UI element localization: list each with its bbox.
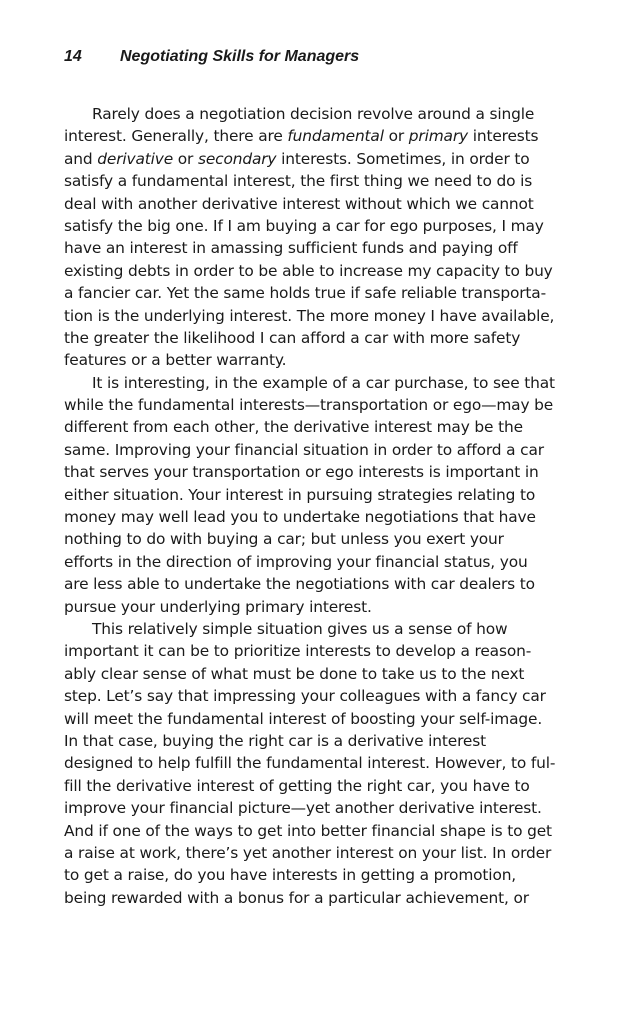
text-segment: And if one of the ways to get into better financial shape is to get [64, 821, 552, 840]
text-line [64, 887, 584, 909]
text-line [64, 148, 584, 170]
text-segment: Rarely does a negotiation decision revolve around a single [92, 105, 535, 123]
text-line [64, 461, 584, 483]
text-segment: ably clear sense of what must be done to take us to the next [64, 664, 525, 683]
text-line [64, 506, 584, 528]
text-line [64, 596, 584, 618]
text-line [64, 103, 584, 125]
text-segment: In that case, buying the right car is a derivative interest [64, 731, 487, 750]
text-line [64, 618, 584, 640]
text-line [64, 797, 584, 819]
text-segment: features or a better warranty. [64, 351, 287, 370]
text-segment: either situation. Your interest in pursuing strategies relating to [64, 485, 536, 504]
book-title: Negotiating Skills for Managers [120, 48, 360, 65]
text-line [64, 864, 584, 886]
text-segment: that serves your transportation or ego interests is important in [64, 463, 539, 482]
text-line [64, 305, 584, 327]
text-segment: important it can be to prioritize interests to develop a reason- [64, 642, 532, 661]
text-segment: pursue your underlying primary interest. [64, 597, 372, 616]
running-head [64, 46, 584, 68]
text-segment: tion is the underlying interest. The more money I have available, [64, 306, 555, 325]
text-line [64, 349, 584, 371]
text-line [64, 215, 584, 237]
text-line [64, 416, 584, 438]
italic-term: fundamental [287, 127, 384, 146]
text-line [64, 685, 584, 707]
text-segment: It is interesting, in the example of a car purchase, to see that [92, 373, 555, 392]
text-segment: deal with another derivative interest without which we cannot [64, 194, 534, 213]
text-segment: interests [467, 127, 539, 146]
page-number: 14 [64, 48, 82, 65]
italic-term: derivative [97, 149, 174, 168]
text-segment: interests. Sometimes, in order to [276, 149, 530, 168]
text-line [64, 193, 584, 215]
text-line [64, 708, 584, 730]
text-segment: nothing to do with buying a car; but unless you exert your [64, 530, 504, 549]
text-segment: being rewarded with a bonus for a particular achievement, or [64, 888, 529, 907]
text-line [64, 327, 584, 349]
text-segment: or [173, 149, 198, 168]
text-segment: satisfy the big one. If I am buying a car for ego purposes, I may [64, 216, 544, 235]
text-segment: efforts in the direction of improving your financial status, you [64, 552, 528, 571]
text-line [64, 394, 584, 416]
text-line [64, 573, 584, 595]
italic-term: secondary [197, 149, 277, 168]
text-line [64, 260, 584, 282]
text-line [64, 170, 584, 192]
text-segment: same. Improving your financial situation in order to afford a car [64, 440, 544, 459]
text-segment: and [64, 149, 98, 168]
text-line [64, 282, 584, 304]
text-line [64, 640, 584, 662]
text-line [64, 820, 584, 842]
text-line [64, 551, 584, 573]
text-segment: existing debts in order to be able to increase my capacity to buy [64, 261, 553, 280]
text-segment: step. Let’s say that impressing your colleagues with a fancy car [64, 687, 546, 706]
paragraph [64, 372, 584, 618]
text-line [64, 439, 584, 461]
paragraph [64, 103, 584, 372]
text-segment: or [383, 127, 409, 146]
paragraph [64, 618, 584, 909]
text-segment: different from each other, the derivative interest may be the [64, 418, 523, 437]
text-segment: will meet the fundamental interest of boosting your self-image. [64, 709, 543, 728]
text-segment: a fancier car. Yet the same holds true if safe reliable transporta- [64, 284, 546, 303]
text-segment: designed to help fulfill the fundamental interest. However, to ful- [64, 754, 556, 773]
text-segment: have an interest in amassing sufficient funds and paying off [64, 239, 518, 258]
text-segment: improve your financial picture—yet another derivative interest. [64, 799, 542, 818]
italic-term: primary [408, 127, 468, 146]
text-segment: to get a raise, do you have interests in getting a promotion, [64, 866, 517, 885]
text-segment: are less able to undertake the negotiations with car dealers to [64, 575, 535, 594]
text-segment: money may well lead you to undertake negotiations that have [64, 508, 536, 527]
text-segment: while the fundamental interests—transportation or ego—may be [64, 396, 554, 415]
text-segment: interest. Generally, there are [64, 127, 288, 146]
text-line [64, 372, 584, 394]
text-line [64, 484, 584, 506]
text-segment: fill the derivative interest of getting the right car, you have to [64, 776, 530, 795]
text-segment: This relatively simple situation gives us a sense of how [92, 619, 508, 638]
text-line [64, 842, 584, 864]
text-segment: the greater the likelihood I can afford a car with more safety [64, 328, 521, 347]
text-line [64, 752, 584, 774]
text-line [64, 775, 584, 797]
text-segment: satisfy a fundamental interest, the first thing we need to do is [64, 172, 533, 191]
text-line [64, 730, 584, 752]
body-text [64, 103, 584, 909]
text-line [64, 528, 584, 550]
text-line [64, 237, 584, 259]
text-line [64, 125, 584, 147]
text-line [64, 663, 584, 685]
text-segment: a raise at work, there’s yet another interest on your list. In order [64, 843, 552, 862]
